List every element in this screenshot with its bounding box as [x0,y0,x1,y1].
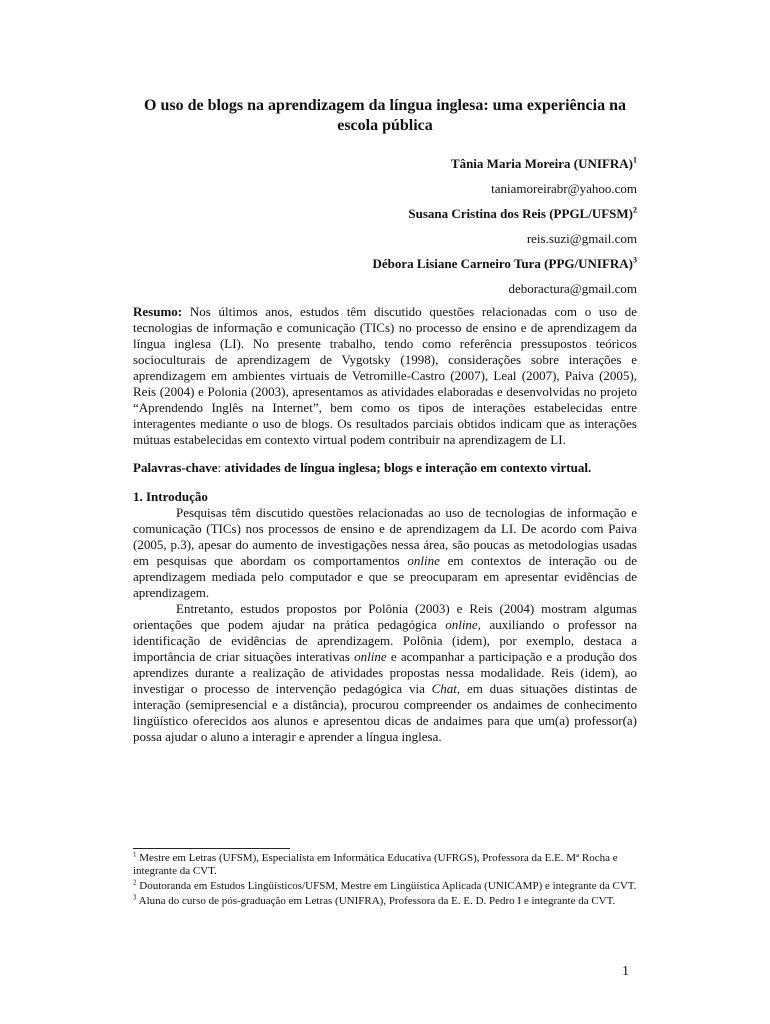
author-email: taniamoreirabr@yahoo.com [491,181,637,196]
page-body [133,96,637,745]
footnote-marker: 2 [633,205,637,215]
author-block-1 [133,156,637,197]
abstract [133,304,637,448]
footnotes [133,852,637,910]
footnote-marker: 1 [633,155,637,165]
footnote-marker: 3 [633,255,637,265]
abstract-text: Nos últimos anos, estudos têm discutido questões relacionadas com o uso de tecnologias de informação e comunicação (TICs) no processo de ensino e de aprendizagem da língua inglesa (LI). No presente trabalho, tendo como referência pressupostos teóricos socioculturais de aprendizagem de Vygotsky (1998), considerações sobre interações e aprendizagem em ambientes virtuais de Vetromille-Castro (2007), Leal (2007), Paiva (2005), Reis (2004) e Polonia (2003), apresentamos as atividades elaboradas e desenvolvidas no projeto “Aprendendo Inglês na Internet”, bem como os tipos de interações estabelecidas entre interagentes mediante o uso de blogs. Os resultados parciais obtidos indicam que as interações mútuas estabelecidas em contexto virtual podem contribuir na aprendizagem de LI. [133,304,637,447]
footnote: $^3$ Aluna do curso de pós-graduação em Letras (UNIFRA), Professora da E. E. D. Pedro I e integrante da CVT. [133,893,616,907]
page-number: 1 [622,964,629,979]
author-name: Tânia Maria Moreira (UNIFRA)$^1$ [450,155,637,171]
author-name: Débora Lisiane Carneiro Tura (PPG/UNIFRA)$^3$ [372,255,637,271]
author-block-2 [133,206,637,247]
footnote-divider [133,848,290,849]
abstract-label: Resumo: [133,304,183,319]
author-name: Susana Cristina dos Reis (PPGL/UFSM)$^2$ [408,205,637,221]
author-email: reis.suzi@gmail.com [526,231,637,246]
author-email: deboractura@gmail.com [508,281,637,296]
paragraph: Pesquisas têm discutido questões relacionadas ao uso de tecnologias de informação e comunicação (TICs) nos processos de ensino e de aprendizagem da LI. De acordo com Paiva (2005, p.3), apesar do aumento de investigações nessa área, são poucas as metodologias usadas em pesquisas que abordam os comportamentos online em contextos de interação ou de aprendizagem mediada pelo computador e que se preocuparam em apresentar evidências de aprendizagem. [133,505,637,600]
keywords-label: Palavras-chave [133,460,218,475]
footnote: $^2$ Doutoranda em Estudos Lingüísticos/UFSM, Mestre em Lingüística Aplicada (UNICAMP) e integrante da CVT. [133,878,637,892]
keywords: Palavras-chave: atividades de língua inglesa; blogs e interação em contexto virtual. [133,460,592,475]
keywords-text: atividades de língua inglesa; blogs e interação em contexto virtual. [224,460,592,475]
paragraph: Entretanto, estudos propostos por Polônia (2003) e Reis (2004) mostram algumas orientações que podem ajudar na prática pedagógica online, auxiliando o professor na identificação de evidências de aprendizagem. Polônia (idem), por exemplo, destaca a importância de criar situações interativas online e acompanhar a participação e a produção dos aprendizes durante a realização de atividades propostas nessa modalidade. Reis (idem), ao investigar o processo de intervenção pedagógica via Chat, em duas situações distintas de interação (semipresencial e a distância), procurou compreender os andaimes de conhecimento lingüístico oferecidos aos alunos e apresentou dicas de andaimes para que um(a) professor(a) possa ajudar o aluno a interagir e aprender a língua inglesa. [133,601,638,744]
author-block-3 [133,256,637,297]
paper-title: O uso de blogs na aprendizagem da língua inglesa: uma experiência na escola pública [144,97,626,134]
footnote: $^1$ Mestre em Letras (UFSM), Especialista em Informática Educativa (UFRGS), Professora da E.E. Mª Rocha e integrante da CVT. [133,850,618,877]
section-heading: 1. Introdução [133,489,208,504]
